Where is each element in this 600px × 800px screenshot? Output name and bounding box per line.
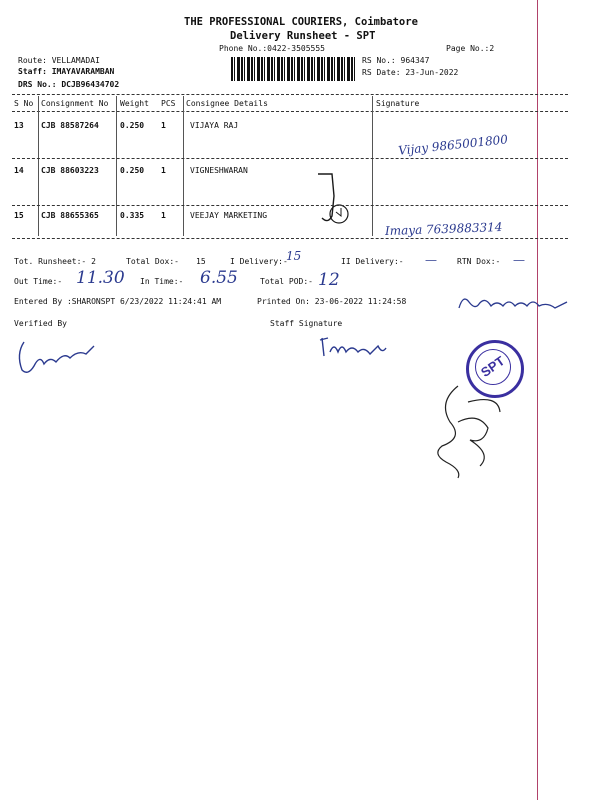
barcode bbox=[231, 57, 355, 81]
signature-scribble bbox=[455, 290, 573, 316]
row-consignment: CJB 88655365 bbox=[41, 211, 99, 220]
ii-delivery-hand: — bbox=[425, 253, 437, 267]
row-pcs: 1 bbox=[161, 211, 166, 220]
column-divider bbox=[38, 96, 39, 236]
column-divider bbox=[372, 96, 373, 236]
row-weight: 0.335 bbox=[120, 211, 145, 220]
divider bbox=[12, 205, 568, 206]
col-pcs: PCS bbox=[161, 99, 176, 108]
rtn-dox-hand: — bbox=[513, 253, 525, 267]
col-consignee: Consignee Details bbox=[186, 99, 268, 108]
printed-on: Printed On: 23-06-2022 11:24:58 bbox=[257, 297, 407, 306]
out-time-label: Out Time:- bbox=[14, 277, 63, 286]
rs-number: RS No.: 964347 bbox=[362, 56, 430, 65]
divider bbox=[12, 111, 568, 112]
drs-number: DRS No.: DCJB96434702 bbox=[18, 80, 120, 89]
row-weight: 0.250 bbox=[120, 166, 145, 175]
row-weight: 0.250 bbox=[120, 121, 145, 130]
rs-date: RS Date: 23-Jun-2022 bbox=[362, 68, 459, 77]
verified-by-label: Verified By bbox=[14, 319, 67, 328]
column-divider bbox=[116, 96, 117, 236]
in-time-label: In Time:- bbox=[140, 277, 184, 286]
row-signature: Imaya 7639883314 bbox=[384, 219, 503, 239]
signature-scribble bbox=[314, 172, 354, 228]
col-weight: Weight bbox=[120, 99, 149, 108]
margin-line bbox=[537, 0, 538, 800]
out-time-hand: 11.30 bbox=[76, 268, 125, 288]
entered-by: Entered By :SHARONSPT 6/23/2022 11:24:41 AM bbox=[14, 297, 222, 306]
row-pcs: 1 bbox=[161, 121, 166, 130]
row-sno: 14 bbox=[14, 166, 24, 175]
tot-runsheet: Tot. Runsheet:- 2 bbox=[14, 257, 96, 266]
stamp-signature bbox=[428, 382, 508, 482]
divider bbox=[12, 158, 568, 159]
document-subtitle: Delivery Runsheet - SPT bbox=[230, 30, 376, 42]
rtn-dox-label: RTN Dox:- bbox=[457, 257, 501, 266]
phone-number: Phone No.:0422-3505555 bbox=[219, 44, 325, 53]
staff-name: Staff: IMAYAVARAMBAN bbox=[18, 67, 115, 76]
row-consignee: VEEJAY MARKETING bbox=[190, 211, 268, 220]
row-signature: Vijay 9865001800 bbox=[397, 132, 509, 158]
stamp-text: SPT bbox=[477, 353, 508, 380]
in-time-hand: 6.55 bbox=[200, 268, 238, 288]
row-consignee: VIGNESHWARAN bbox=[190, 166, 248, 175]
ii-delivery-label: II Delivery:- bbox=[341, 257, 404, 266]
staff-signature bbox=[318, 334, 390, 364]
page-number: Page No.:2 bbox=[446, 44, 495, 53]
i-delivery-hand: 15 bbox=[286, 249, 302, 263]
row-consignee: VIJAYA RAJ bbox=[190, 121, 239, 130]
row-consignment: CJB 88587264 bbox=[41, 121, 99, 130]
route: Route: VELLAMADAI bbox=[18, 56, 100, 65]
i-delivery-label: I Delivery:- bbox=[230, 257, 288, 266]
divider bbox=[12, 238, 568, 239]
document-title: THE PROFESSIONAL COURIERS, Coimbatore bbox=[184, 16, 418, 28]
row-pcs: 1 bbox=[161, 166, 166, 175]
col-consignment: Consignment No bbox=[41, 99, 109, 108]
total-dox-value: 15 bbox=[196, 257, 206, 266]
row-sno: 13 bbox=[14, 121, 24, 130]
total-dox-label: Total Dox:- bbox=[126, 257, 179, 266]
row-sno: 15 bbox=[14, 211, 24, 220]
total-pod-label: Total POD:- bbox=[260, 277, 313, 286]
column-divider bbox=[183, 96, 184, 236]
staff-signature-label: Staff Signature bbox=[270, 319, 343, 328]
col-sno: S No bbox=[14, 99, 34, 108]
row-consignment: CJB 88603223 bbox=[41, 166, 99, 175]
col-signature: Signature bbox=[376, 99, 420, 108]
divider bbox=[12, 94, 568, 95]
verified-by-signature bbox=[14, 336, 104, 380]
total-pod-hand: 12 bbox=[318, 270, 340, 290]
